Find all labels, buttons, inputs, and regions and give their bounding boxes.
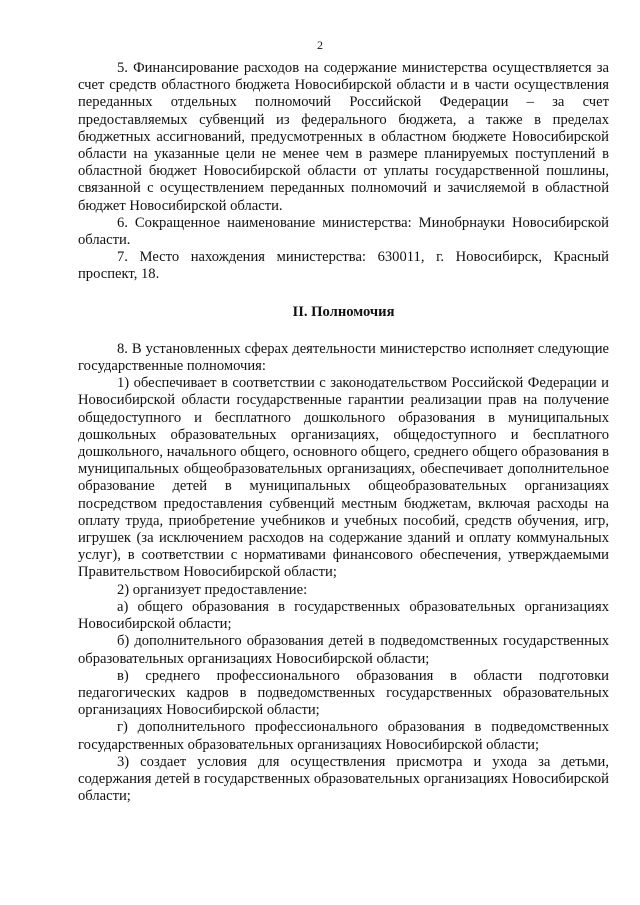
page-number: 2	[317, 38, 323, 52]
document-body	[78, 60, 609, 805]
paragraph-financing: 5. Финансирование расходов на содержание министерства осуществляется за счет средств областного бюджета Новосибирской области и в части осуществления переданных отдельных полномочий Российской Федерации – за счет предоставляемых субвенций из федерального бюджета, а также в пределах бюджетных ассигнований, предусмотренных в областном бюджете Новосибирской области на указанные цели не менее чем в размере планируемых поступлений в областной бюджет Новосибирской области от уплаты государственной пошлины, связанной с осуществлением переданных полномочий и зачисляемой в областной бюджет Новосибирской области.	[78, 60, 609, 214]
paragraph-power-2: 2) организует предоставление:	[117, 581, 308, 598]
section-heading: II. Полномочия	[292, 303, 395, 320]
paragraph-power-2v: в) среднего профессионального образования в области подготовки педагогических кадров в подведомственных государственных образовательных организациях Новосибирской области;	[78, 667, 609, 719]
paragraph-power-2g: г) дополнительного профессионального образования в подведомственных государственных образовательных организациях Новосибирской области;	[78, 719, 609, 753]
paragraph-power-1: 1) обеспечивает в соответствии с законодательством Российской Федерации и Новосибирской области государственные гарантии реализации прав на получение общедоступного и бесплатного дошкольного образования в муниципальных дошкольных образовательных организациях, общедоступного и бесплатного дошкольного, начального общего, основного общего, среднего общего образования в муниципальных общеобразовательных организациях, обеспечивает дополнительное образование детей в муниципальных общеобразовательных организациях посредством предоставления субвенций местным бюджетам, включая расходы на оплату труда, приобретение учебников и учебных пособий, средств обучения, игр, игрушек (за исключением расходов на содержание зданий и оплату коммунальных услуг), в соответствии с нормативами финансового обеспечения, утверждаемыми Правительством Новосибирской области;	[78, 375, 609, 581]
paragraph-power-2a: а) общего образования в государственных образовательных организациях Новосибирской области;	[78, 598, 609, 633]
paragraph-short-name: 6. Сокращенное наименование министерства: Минобрнауки Новосибирской области.	[78, 214, 609, 249]
paragraph-location: 7. Место нахождения министерства: 630011, г. Новосибирск, Красный проспект, 18.	[78, 249, 609, 283]
paragraph-power-2b: б) дополнительного образования детей в подведомственных государственных образовательных организациях Новосибирской области;	[78, 633, 609, 667]
paragraph-powers-intro: 8. В установленных сферах деятельности министерство исполняет следующие государственные полномочия:	[78, 340, 609, 375]
paragraph-power-3: 3) создает условия для осуществления присмотра и ухода за детьми, содержания детей в государственных образовательных организациях Новосибирской области;	[78, 753, 609, 805]
